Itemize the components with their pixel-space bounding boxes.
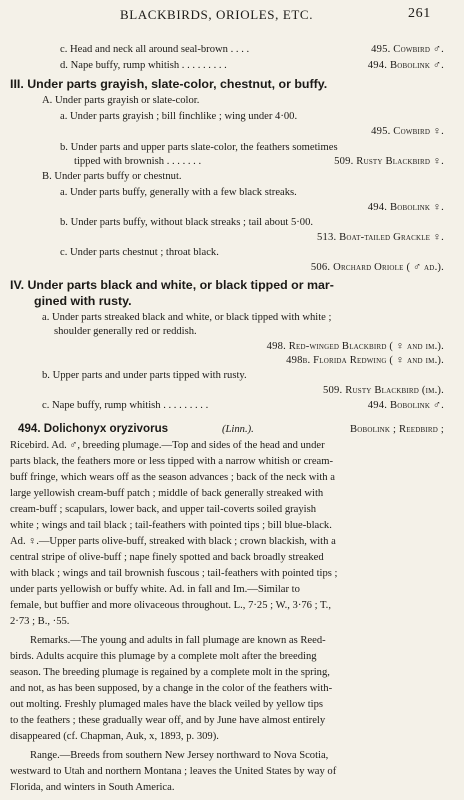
account-text: Ricebird. Ad. ♂, breeding plumage.—Top and sides of the head and under: [10, 440, 325, 451]
account-text: westward to Utah and northern Montana ; leaves the United States by way of: [10, 766, 337, 777]
key-text: B. Under parts buffy or chestnut.: [42, 171, 182, 182]
key-text: a. Under parts streaked black and white, or black tipped with white ;: [42, 312, 332, 323]
key-text: A. Under parts grayish or slate-color.: [42, 95, 200, 106]
account-text: 2·73 ; B., ·55.: [10, 616, 70, 627]
key-ref: 509. Rusty Blackbird ♀.: [334, 156, 444, 167]
account-text: buff fringe, which wears off as the season advances ; back of the neck with a: [10, 472, 335, 483]
key-text: c. Head and neck all around seal-brown . . . .: [60, 44, 250, 55]
key-text: shoulder generally red or reddish.: [54, 326, 197, 337]
account-text: birds. Adults acquire this plumage by a complete molt after the breeding: [10, 651, 317, 662]
account-text: female, but buffier and more olivaceous throughout. L., 7·25 ; W., 3·76 ; T.,: [10, 600, 331, 611]
account-text: under parts yellowish or buffy white. Ad. in fall and Im.—Similar to: [10, 584, 300, 595]
key-text: b. Under parts buffy, without black streaks ; tail about 5·00.: [60, 217, 314, 228]
key-ref: 494. Bobolink ♂.: [367, 60, 444, 71]
account-text: Florida, and winters in South America.: [10, 782, 175, 793]
account-text: and not, as has been supposed, by a change in the color of the feathers with-: [10, 683, 333, 694]
heading-text: IV. Under parts black and white, or black tipped or mar-: [10, 278, 334, 292]
species-authority: (Linn.).: [222, 424, 254, 435]
heading-text: gined with rusty.: [34, 294, 132, 308]
key-text: a. Under parts buffy, generally with a few black streaks.: [60, 187, 297, 198]
account-text: Remarks.—The young and adults in fall plumage are known as Reed-: [30, 635, 326, 646]
account-text: with black ; wings and tail brownish fuscous ; tail-feathers with pointed tips ;: [10, 568, 338, 579]
key-ref: 506. Orchard Oriole ( ♂ ad.).: [310, 262, 444, 273]
key-ref: 494. Bobolink ♀.: [367, 202, 444, 213]
key-text: d. Nape buffy, rump whitish . . . . . . . . .: [60, 60, 227, 71]
species-common-names: Bobolink ; Reedbird ;: [350, 424, 444, 435]
key-text: c. Under parts chestnut ; throat black.: [60, 247, 219, 258]
key-text: c. Nape buffy, rump whitish . . . . . . . . .: [42, 400, 209, 411]
heading-text: III. Under parts grayish, slate-color, chestnut, or buffy.: [10, 77, 328, 91]
key-ref: 509. Rusty Blackbird (im.).: [323, 385, 444, 396]
account-text: white ; wings and tail black ; tail-feathers with pointed tips ; bill blue-black.: [10, 520, 332, 531]
running-head: [0, 6, 464, 25]
key-ref: 494. Bobolink ♂.: [367, 400, 444, 411]
account-text: Ad. ♀.—Upper parts olive-buff, streaked with black ; crown blackish, with a: [10, 536, 336, 547]
key-ref: 498b. Florida Redwing ( ♀ and im.).: [286, 355, 444, 366]
key-text: b. Under parts and upper parts slate-color, the feathers sometimes: [60, 142, 338, 153]
account-text: disappeared (cf. Chapman, Auk, x, 1893, p. 309).: [10, 731, 219, 742]
key-ref: 498. Red-winged Blackbird ( ♀ and im.).: [266, 341, 444, 352]
account-text: central stripe of olive-buff ; nape finely spotted and back broadly streaked: [10, 552, 324, 563]
page-number: 261: [408, 6, 431, 21]
account-text: parts black, the feathers more or less tipped with a narrow whitish or cream-: [10, 456, 334, 467]
key-ref: 495. Cowbird ♂.: [371, 44, 444, 55]
key-text: b. Upper parts and under parts tipped with rusty.: [42, 370, 247, 381]
account-text: Range.—Breeds from southern New Jersey northward to Nova Scotia,: [30, 750, 329, 761]
running-head-title: BLACKBIRDS, ORIOLES, ETC.: [120, 7, 314, 22]
key-text: a. Under parts grayish ; bill finchlike ; wing under 4·00.: [60, 111, 298, 122]
account-text: cream-buff ; scapulars, lower back, and upper tail-coverts soiled grayish: [10, 504, 317, 515]
account-text: out molting. Freshly plumaged males have the black veiled by yellow tips: [10, 699, 324, 710]
account-text: to the feathers ; these gradually wear off, and by June have almost entirely: [10, 715, 326, 726]
account-text: season. The breeding plumage is regained by a complete molt in the spring,: [10, 667, 330, 678]
key-ref: 513. Boat-tailed Grackle ♀.: [316, 232, 444, 243]
key-text: tipped with brownish . . . . . . .: [74, 156, 202, 167]
key-ref: 495. Cowbird ♀.: [371, 126, 444, 137]
account-text: large yellowish cream-buff patch ; middle of back generally streaked with: [10, 488, 324, 499]
species-name: 494. Dolichonyx oryzivorus: [18, 422, 169, 435]
